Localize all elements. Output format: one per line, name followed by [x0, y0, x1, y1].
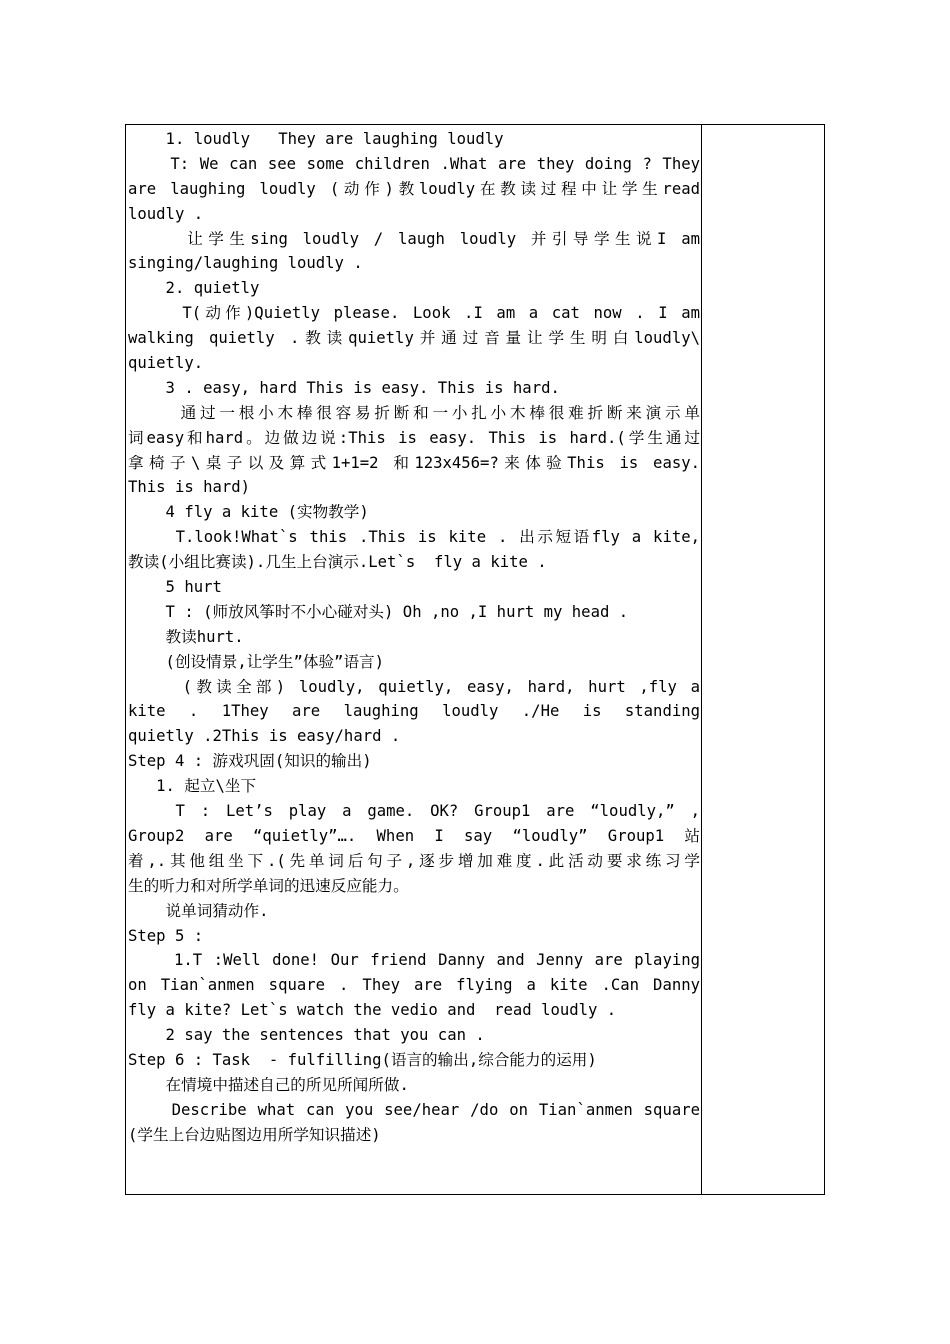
text-line: 1. loudly They are laughing loudly	[128, 130, 504, 148]
text-line: 说单词猜动作.	[128, 901, 269, 920]
text-line: 拿椅子\桌子以及算式1+1=2 和123x456=?来体验This is easy.	[128, 453, 700, 472]
text-line: T.look!What`s this .This is kite . 出示短语fly a kite,	[175, 528, 700, 547]
text-line: T : Let’s play a game. OK? Group1 are “loudly,” ,	[175, 802, 700, 821]
text-line: This is hard)	[128, 478, 251, 497]
text-line: fly a kite? Let`s watch the vedio and read loudly .	[128, 1001, 617, 1020]
text-line: Step 4 : 游戏巩固(知识的输出)	[128, 752, 372, 771]
text-line: quietly.	[128, 354, 204, 373]
lesson-content-cell	[126, 127, 701, 1187]
text-line: 通过一根小木棒很容易折断和一小扎小木棒很难折断来演示单	[180, 403, 700, 422]
text-line: 3 . easy, hard This is easy. This is hard.	[128, 378, 560, 397]
text-line: (创设情景,让学生”体验”语言)	[128, 652, 385, 671]
text-line: are laughing loudly (动作)教loudly在教读过程中让学生read	[128, 179, 700, 198]
text-line: kite . 1They are laughing loudly ./He is standing	[128, 702, 700, 721]
text-line: 让学生sing loudly / laugh loudly 并引导学生说I am	[187, 229, 700, 248]
lesson-table	[125, 124, 825, 1195]
text-line: walking quietly .教读quietly并通过音量让学生明白loudly\	[128, 329, 700, 348]
text-line: singing/laughing loudly .	[128, 254, 363, 273]
text-line: 教读(小组比赛读).几生上台演示.Let`s fly a kite .	[128, 553, 547, 572]
text-line: (教读全部) loudly, quietly, easy, hard, hurt ,fly a	[182, 677, 700, 696]
text-line: Step 6 : Task - fulfilling(语言的输出,综合能力的运用)	[128, 1050, 597, 1069]
text-line: 教读hurt.	[128, 627, 244, 646]
text-line: 词easy和hard。边做边说:This is easy. This is hard.(学生通过	[128, 428, 700, 447]
text-line: loudly .	[128, 204, 204, 223]
text-line: 在情境中描述自己的所见所闻所做.	[128, 1075, 409, 1094]
text-line: 1. 起立\坐下	[128, 777, 257, 796]
text-line: 5 hurt	[128, 578, 222, 597]
text-line: on Tian`anmen square . They are flying a kite .Can Danny	[128, 976, 700, 995]
text-line: (学生上台边贴图边用所学知识描述)	[128, 1125, 381, 1144]
text-line: Describe what can you see/hear /do on Tian`anmen square	[171, 1100, 700, 1119]
text-line: 2 say the sentences that you can .	[128, 1026, 485, 1045]
text-line: 生的听力和对所学单词的迅速反应能力。	[128, 876, 409, 895]
text-line: 着,.其他组坐下.(先单词后句子,逐步增加难度.此活动要求练习学	[128, 851, 700, 870]
text-line: Step 5 :	[128, 926, 204, 945]
text-line: 2. quietly	[128, 279, 260, 298]
text-line: 1.T :Well done! Our friend Danny and Jenny are playing	[174, 951, 700, 970]
column-divider	[701, 125, 702, 1194]
text-line: T(动作)Quietly please. Look .I am a cat now . I am	[182, 304, 700, 323]
text-line: Group2 are “quietly”…. When I say “loudly” Group1 站	[128, 826, 700, 845]
text-line: quietly .2This is easy/hard .	[128, 727, 401, 746]
notes-cell	[703, 125, 824, 1194]
text-line: T : (师放风筝时不小心碰对头) Oh ,no ,I hurt my head .	[128, 602, 629, 621]
text-line: T: We can see some children .What are they doing ? They	[170, 154, 700, 173]
text-line: 4 fly a kite (实物教学)	[128, 503, 369, 522]
